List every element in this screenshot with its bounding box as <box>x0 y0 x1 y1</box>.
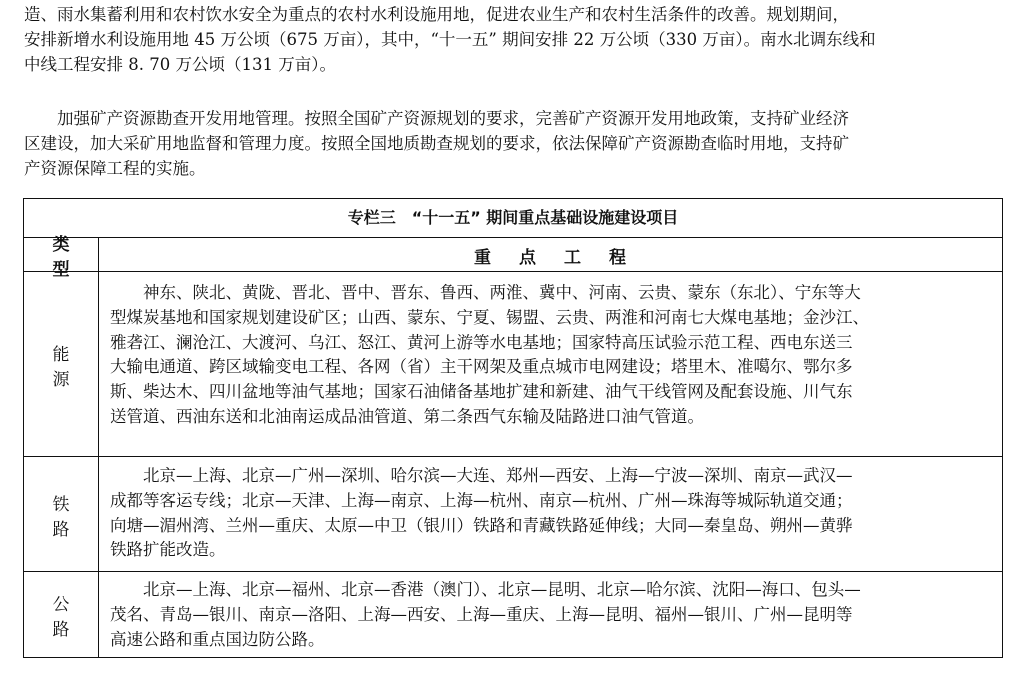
project-line: 成都等客运专线；北京—天津、上海—南京、上海—杭州、南京—杭州、广州—珠海等城际轨道交通； <box>110 490 853 510</box>
row-type-label: 能源 <box>52 344 84 390</box>
column-divider <box>98 237 99 657</box>
project-line: 斯、柴达木、四川盆地等油气基地；国家石油储备基地扩建和新建、油气干线管网及配套设施、川气东 <box>110 382 853 402</box>
project-line: 铁路扩能改造。 <box>110 540 226 560</box>
header-project-label: 重点工程 <box>474 247 654 268</box>
paragraph-line: 造、雨水集蓄利用和农村饮水安全为重点的农村水利设施用地，促进农业生产和农村生活条件的改善。规划期间， <box>24 5 849 24</box>
paragraph-line: 产资源保障工程的实施。 <box>24 159 206 178</box>
paragraph-line: 中线工程安排 8. 70 万公顷（131 万亩）。 <box>24 55 336 74</box>
row-type-label: 公路 <box>52 595 84 640</box>
paragraph-line: 安排新增水利设施用地 45 万公顷（675 万亩），其中，“十一五” 期间安排 22 万公顷（330 万亩）。南水北调东线和 <box>24 30 876 49</box>
project-line: 大输电通道、跨区域输变电工程、各网（省）主干网架及重点城市电网建设；塔里木、准噶尔、鄂尔多 <box>110 357 853 377</box>
project-line: 雅砻江、澜沧江、大渡河、乌江、怒江、黄河上游等水电基地；国家特高压试验示范工程、西电东送三 <box>110 332 853 352</box>
project-line: 送管道、西油东送和北油南运成品油管道、第二条西气东输及陆路进口油气管道。 <box>110 406 704 426</box>
row-project-text <box>110 281 992 430</box>
row-project-text <box>110 464 992 563</box>
infrastructure-projects-table <box>23 198 1003 658</box>
table-caption: 专栏三 “十一五” 期间重点基础设施建设项目 <box>347 208 679 227</box>
project-line: 型煤炭基地和国家规划建设矿区；山西、蒙东、宁夏、锡盟、云贵、两淮和河南七大煤电基地；金沙江、 <box>110 307 869 327</box>
paragraph-water-facilities <box>24 2 1000 77</box>
project-line: 高速公路和重点国边防公路。 <box>110 629 325 649</box>
project-line: 茂名、青岛—银川、南京—洛阳、上海—西安、上海—重庆、上海—昆明、福州—银川、广州—昆明等 <box>110 604 853 624</box>
paragraph-line: 区建设，加大采矿用地监督和管理力度。按照全国地质勘查规划的要求，依法保障矿产资源勘查临时用地，支持矿 <box>24 134 849 153</box>
project-line: 北京—上海、北京—广州—深圳、哈尔滨—大连、郑州—西安、上海—宁波—深圳、南京—武汉— <box>143 466 853 485</box>
table-row-highway <box>24 571 1002 657</box>
table-row-energy <box>24 271 1002 456</box>
row-project-text <box>110 578 992 652</box>
header-type-label: 类型 <box>52 235 84 280</box>
project-line: 北京—上海、北京—福州、北京—香港（澳门）、北京—昆明、北京—哈尔滨、沈阳—海口、包头— <box>143 580 861 599</box>
project-line: 向塘—湄州湾、兰州—重庆、太原—中卫（银川）铁路和青藏铁路延伸线；大同—秦皇岛、朔州—黄骅 <box>110 515 853 535</box>
paragraph-line: 加强矿产资源勘查开发用地管理。按照全国矿产资源规划的要求，完善矿产资源开发用地政策，支持矿业经济 <box>57 109 849 128</box>
project-line: 神东、陕北、黄陇、晋北、晋中、晋东、鲁西、两淮、冀中、河南、云贵、蒙东（东北）、宁东等大 <box>143 283 861 302</box>
table-row-railway <box>24 456 1002 571</box>
paragraph-mineral-resources <box>24 106 1000 181</box>
row-type-label: 铁路 <box>52 494 84 540</box>
table-header-row <box>24 235 1002 280</box>
